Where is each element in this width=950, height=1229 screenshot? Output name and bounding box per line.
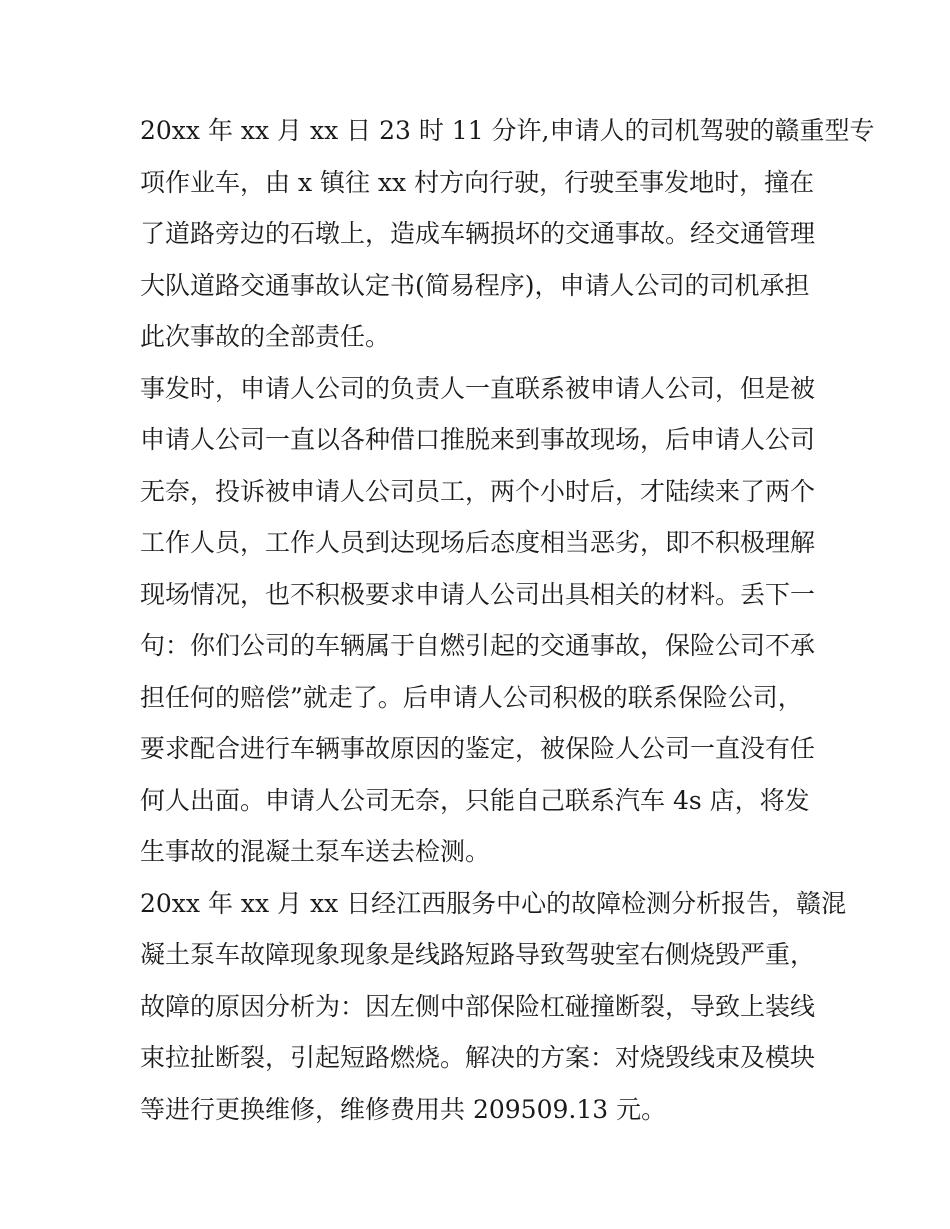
text-line: 担任何的赔偿”就走了。后申请人公司积极的联系保险公司， [140, 682, 803, 712]
text-line: 要求配合进行车辆事故原因的鉴定，被保险人公司一直没有任 [140, 734, 816, 763]
text-line: 束拉扯断裂，引起短路燃烧。解决的方案：对烧毁线束及模块 [140, 1043, 816, 1072]
text-line: 20xx 年 xx 月 xx 日 23 时 11 分许,申请人的司机驾驶的赣重型专 [140, 116, 875, 145]
paragraph-inspection-report [140, 883, 847, 1141]
text-line: 何人出面。申请人公司无奈，只能自己联系汽车 4s 店，将发 [140, 785, 810, 815]
text-line: 现场情况，也不积极要求申请人公司出具相关的材料。丢下一 [140, 579, 816, 609]
text-line: 20xx 年 xx 月 xx 日经江西服务中心的故障检测分析报告，赣混 [140, 888, 847, 918]
text-line: 大队道路交通事故认定书(简易程序)，申请人公司的司机承担 [140, 270, 810, 300]
text-line: 句：你们公司的车辆属于自燃引起的交通事故，保险公司不承 [140, 631, 816, 660]
text-line: 生事故的混凝土泵车送去检测。 [140, 837, 491, 866]
text-line: 此次事故的全部责任。 [140, 322, 391, 351]
text-line: 申请人公司一直以各种借口推脱来到事故现场，后申请人公司 [140, 425, 816, 454]
text-line: 项作业车，由 x 镇往 xx 村方向行驶，行驶至事发地时，撞在 [140, 167, 815, 197]
paragraph-accident-description [140, 110, 875, 368]
text-line: 无奈，投诉被申请人公司员工，两个小时后，才陆续来了两个 [140, 476, 816, 506]
text-line: 事发时，申请人公司的负责人一直联系被申请人公司，但是被 [140, 373, 816, 403]
document-body [140, 110, 875, 1140]
text-line: 了道路旁边的石墩上，造成车辆损坏的交通事故。经交通管理 [140, 219, 816, 248]
text-line: 凝土泵车故障现象现象是线路短路导致驾驶室右侧烧毁严重， [140, 940, 816, 969]
paragraph-insurer-response [140, 368, 820, 883]
text-line: 工作人员，工作人员到达现场后态度相当恶劣，即不积极理解 [140, 528, 816, 557]
text-line: 等进行更换维修，维修费用共 209509.13 元。 [140, 1094, 667, 1124]
text-line: 故障的原因分析为：因左侧中部保险杠碰撞断裂，导致上装线 [140, 991, 816, 1021]
